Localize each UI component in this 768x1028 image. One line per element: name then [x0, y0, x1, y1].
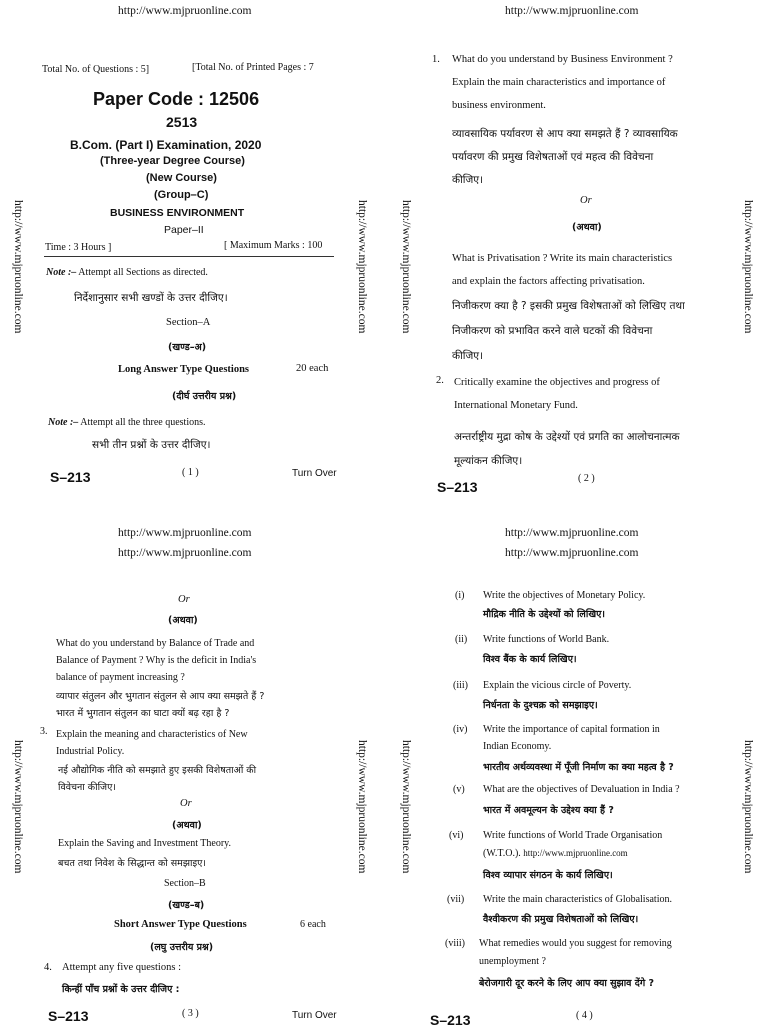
q3b-hindi: बचत तथा निवेश के सिद्धान्त को समझाइए। — [58, 858, 207, 869]
q1-line: business environment. — [452, 100, 546, 111]
q2b-line: What do you understand by Balance of Trade and — [56, 638, 255, 649]
header-url-2: http://www.mjpruonline.com — [505, 5, 639, 17]
q3-hindi — [58, 762, 256, 796]
sub-q-num: (iii) — [453, 680, 468, 691]
note-1 — [46, 267, 208, 278]
footer-code: S–213 — [48, 1008, 89, 1024]
q4-number: 4. — [44, 962, 52, 973]
q2-hindi — [454, 425, 680, 473]
q3-number: 3. — [40, 726, 48, 737]
sub-q-en: unemployment ? — [479, 956, 546, 967]
short-answer-hindi: (लघु उत्तरीय प्रश्न) — [150, 942, 214, 953]
q3b-text: Explain the Saving and Investment Theory. — [58, 838, 232, 849]
q1-number: 1. — [432, 54, 440, 65]
sub-q-hi: भारत में अवमूल्यन के उद्देश्य क्या हैं ? — [483, 805, 614, 816]
group: (Group–C) — [154, 189, 209, 201]
turn-over: Turn Over — [292, 1010, 337, 1021]
side-url-6: http://www.mjpruonline.com — [356, 740, 368, 874]
sub-q-en-wto: (W.T.O.). — [483, 848, 521, 859]
note-2-text: Attempt all the three questions. — [80, 417, 206, 428]
or-1: Or — [580, 195, 592, 206]
short-answer-marks: 6 each — [300, 919, 326, 930]
sub-q-hi: निर्धनता के दुश्चक्र को समझाइए। — [483, 700, 598, 711]
q1b-hindi-line: निजीकरण क्या है ? इसकी प्रमुख विशेषताओं को लिखिए तथा — [452, 300, 685, 312]
section-b: Section–B — [164, 878, 206, 889]
section-b-hindi: (खण्ड–ब) — [168, 900, 205, 911]
q2b-hindi-line: भारत में भुगतान संतुलन का घाटा क्यों बढ़ रहा है ? — [56, 708, 230, 719]
paper-code: Paper Code : 12506 — [93, 89, 260, 109]
q1-line: What do you understand by Business Environment ? — [452, 54, 673, 65]
page-number: ( 1 ) — [182, 467, 199, 478]
page-number: ( 2 ) — [578, 473, 595, 484]
q1b-line: What is Privatisation ? Write its main characteristics — [452, 253, 673, 264]
q1b-hindi-line: निजीकरण को प्रभावित करने वाले घटकों की विवेचना — [452, 325, 653, 337]
note-text: Attempt all Sections as directed. — [78, 267, 208, 278]
header-url-3: http://www.mjpruonline.com — [118, 527, 252, 539]
new-course: (New Course) — [146, 172, 217, 184]
max-marks: [ Maximum Marks : 100 — [224, 240, 323, 251]
q2-text — [454, 371, 660, 417]
header-url-4b: http://www.mjpruonline.com — [505, 547, 639, 559]
sub-q-num: (vii) — [447, 894, 465, 905]
total-questions: Total No. of Questions : 5] — [42, 64, 150, 75]
sub-q-en: Write the importance of capital formation in — [483, 724, 660, 735]
q1-text — [452, 50, 673, 115]
or-1-hindi: (अथवा) — [572, 222, 602, 233]
section-a-hindi: (खण्ड–अ) — [168, 342, 207, 353]
sub-q-en: What remedies would you suggest for removing — [479, 938, 672, 949]
course-type: (Three-year Degree Course) — [100, 155, 245, 167]
q1b-text — [452, 247, 672, 293]
sub-q-hi: बेरोजगारी दूर करने के लिए आप क्या सुझाव देंगे ? — [479, 978, 654, 989]
header-url-4: http://www.mjpruonline.com — [505, 527, 639, 539]
sub-q-num: (i) — [455, 590, 465, 601]
q2-number: 2. — [436, 375, 444, 386]
q1b-hindi-line: कीजिए। — [452, 350, 484, 362]
q2b-line: balance of payment increasing ? — [56, 672, 185, 683]
or-2-hindi: (अथवा) — [168, 615, 198, 626]
sub-q-hi: वैश्वीकरण की प्रमुख विशेषताओं को लिखिए। — [483, 914, 639, 925]
sub-q-en: Write the main characteristics of Globalisation. — [483, 894, 672, 905]
q2-line: International Monetary Fund. — [454, 400, 578, 411]
footer-code: S–213 — [437, 479, 478, 495]
sub-q-en: Explain the vicious circle of Poverty. — [483, 680, 632, 691]
q1-hindi — [452, 123, 678, 192]
sub-q-num: (vi) — [449, 830, 464, 841]
sub-q-num: (viii) — [445, 938, 465, 949]
sub-q-num: (iv) — [453, 724, 468, 735]
q1b-hindi — [452, 294, 685, 369]
note-2-hindi: सभी तीन प्रश्नों के उत्तर दीजिए। — [92, 439, 211, 451]
or-3: Or — [180, 798, 192, 809]
time-allowed: Time : 3 Hours ] — [45, 242, 112, 253]
exam-title: B.Com. (Part I) Examination, 2020 — [70, 138, 262, 152]
side-url-5: http://www.mjpruonline.com — [12, 740, 24, 874]
note-label: Note :– — [46, 267, 77, 278]
exam-number: 2513 — [166, 114, 198, 130]
q1-hindi-line: व्यावसायिक पर्यावरण से आप क्या समझते हैं ? व्यावसायिक — [452, 128, 678, 140]
long-answer-marks: 20 each — [296, 363, 329, 374]
header-url-3b: http://www.mjpruonline.com — [118, 547, 252, 559]
footer-code: S–213 — [50, 469, 91, 485]
page-number: ( 4 ) — [576, 1010, 593, 1021]
paper-number: Paper–II — [164, 224, 204, 236]
q2-hindi-line: मूल्यांकन कीजिए। — [454, 455, 523, 467]
long-answer-hindi: (दीर्घ उत्तरीय प्रश्न) — [172, 391, 237, 402]
turn-over: Turn Over — [292, 468, 337, 479]
sub-q-en: Write functions of World Trade Organisation — [483, 830, 663, 841]
q2-line: Critically examine the objectives and progress of — [454, 377, 660, 388]
q3-hindi-line: विवेचना कीजिए। — [58, 782, 116, 793]
footer-code: S–213 — [430, 1012, 471, 1028]
side-url-2: http://www.mjpruonline.com — [356, 200, 368, 334]
q3-text — [56, 726, 248, 760]
q1b-line: and explain the factors affecting privatisation. — [452, 276, 645, 287]
q1-hindi-line: पर्यावरण की प्रमुख विशेषताओं एवं महत्व की विवेचना — [452, 151, 654, 163]
q4-text: Attempt any five questions : — [62, 962, 181, 973]
q1-line: Explain the main characteristics and importance of — [452, 77, 666, 88]
short-answer-heading: Short Answer Type Questions — [114, 919, 247, 930]
section-a: Section–A — [166, 317, 211, 328]
sub-q-en: What are the objectives of Devaluation in India ? — [483, 784, 680, 795]
or-3-hindi: (अथवा) — [172, 820, 202, 831]
q2b-hindi-line: व्यापार संतुलन और भुगतान संतुलन से आप क्या समझते हैं ? — [56, 691, 265, 702]
q3-line: Explain the meaning and characteristics of New — [56, 729, 248, 740]
page-number: ( 3 ) — [182, 1008, 199, 1019]
sub-q-hi: विश्व बैंक के कार्य लिखिए। — [483, 654, 577, 665]
q4-hindi: किन्हीं पाँच प्रश्नों के उत्तर दीजिए : — [62, 984, 180, 995]
note-1-hindi: निर्देशानुसार सभी खण्डों के उत्तर दीजिए। — [74, 292, 228, 304]
sub-q-hi: मौद्रिक नीति के उद्देश्यों को लिखिए। — [483, 609, 605, 620]
q1-hindi-line: कीजिए। — [452, 174, 484, 186]
note-2 — [48, 417, 205, 428]
q2b-hindi — [56, 688, 264, 722]
sub-q-num: (ii) — [455, 634, 468, 645]
sub-q-en: Write the objectives of Monetary Policy. — [483, 590, 646, 601]
side-url-8: http://www.mjpruonline.com — [742, 740, 754, 874]
sub-q-hi: भारतीय अर्थव्यवस्था में पूँजी निर्माण का क्या महत्व है ? — [483, 762, 674, 773]
q2b-text — [56, 635, 256, 686]
header-url-1: http://www.mjpruonline.com — [118, 5, 252, 17]
side-url-1: http://www.mjpruonline.com — [12, 200, 24, 334]
sub-q-num: (v) — [453, 784, 465, 795]
sub-q-en: Write functions of World Bank. — [483, 634, 610, 645]
q3-hindi-line: नई औद्योगिक नीति को समझाते हुए इसकी विशेषताओं की — [58, 765, 257, 776]
note-2-label: Note :– — [48, 417, 79, 428]
sub-q-en — [483, 848, 628, 859]
subject-title: BUSINESS ENVIRONMENT — [110, 207, 245, 219]
long-answer-heading: Long Answer Type Questions — [118, 364, 249, 375]
q2b-line: Balance of Payment ? Why is the deficit in India's — [56, 655, 257, 666]
sub-q-en: Indian Economy. — [483, 741, 552, 752]
q2-hindi-line: अन्तर्राष्ट्रीय मुद्रा कोष के उद्देश्यों एवं प्रगति का आलोचनात्मक — [454, 431, 680, 443]
divider — [44, 256, 334, 257]
total-pages: [Total No. of Printed Pages : 7 — [192, 62, 314, 73]
sub-q-hi: विश्व व्यापार संगठन के कार्य लिखिए। — [483, 870, 613, 881]
side-url-7: http://www.mjpruonline.com — [400, 740, 412, 874]
side-url-4: http://www.mjpruonline.com — [742, 200, 754, 334]
inline-url: http://www.mjpruonline.com — [523, 848, 628, 858]
or-2: Or — [178, 594, 190, 605]
side-url-3: http://www.mjpruonline.com — [400, 200, 412, 334]
q3-line: Industrial Policy. — [56, 746, 125, 757]
